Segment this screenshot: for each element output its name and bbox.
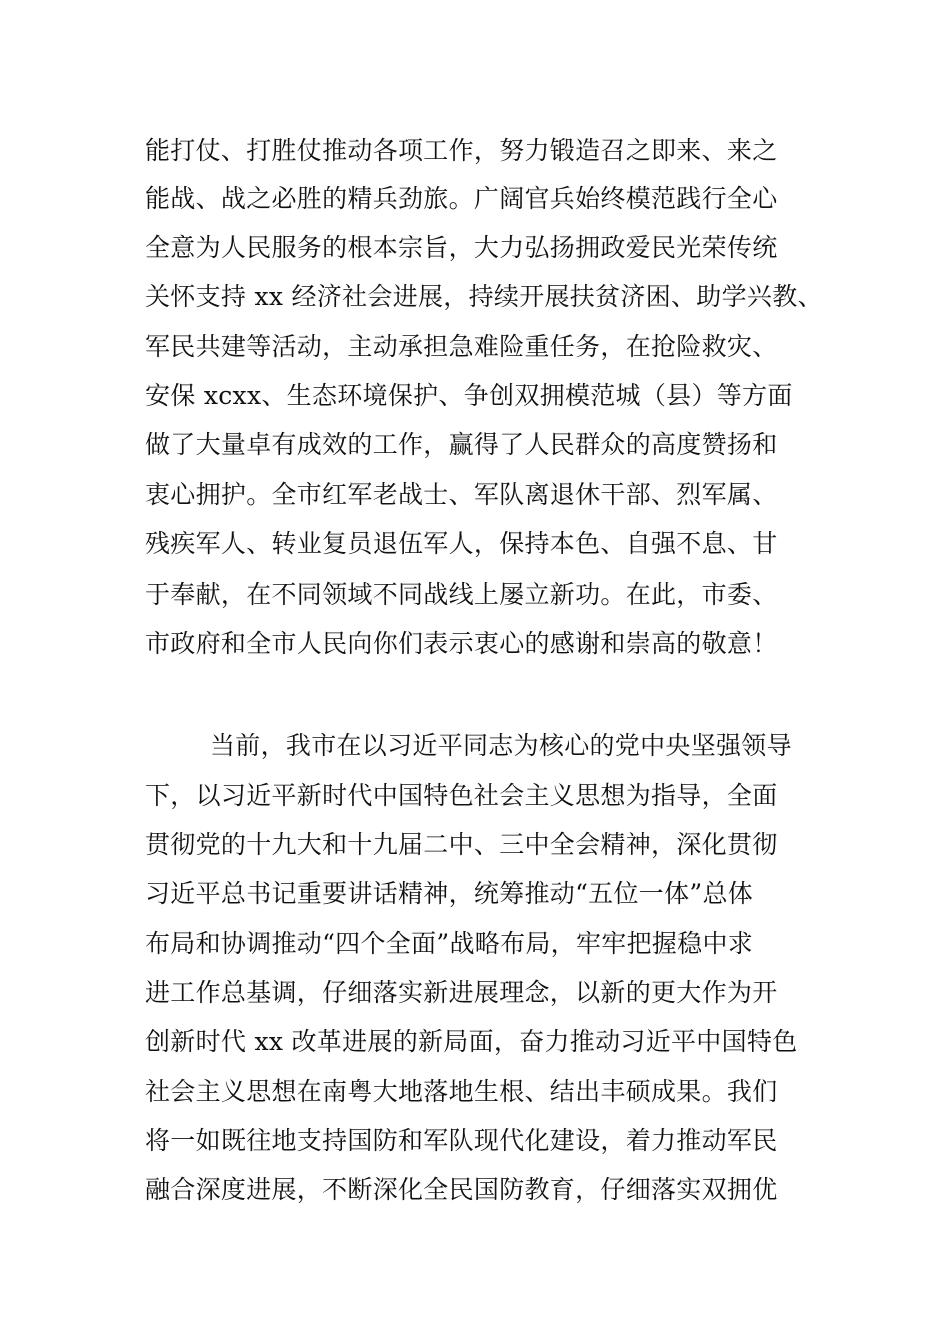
- text-line: 于奉献，在不同领域不同战线上屡立新功。在此，市委、: [145, 580, 778, 609]
- text-line: 军民共建等活动，主动承担急难险重任务，在抢险救灾、: [145, 332, 778, 361]
- text-line: 社会主义思想在南粤大地落地生根、结出丰硕成果。我们: [145, 1077, 778, 1106]
- text-line: 习近平总书记重要讲话精神，统筹推动“五位一体”总体: [145, 879, 754, 908]
- text-line: 衷心拥护。全市红军老战士、军队离退休干部、烈军属、: [145, 480, 778, 509]
- text-line: 市政府和全市人民向你们表示衷心的感谢和崇高的敬意！: [145, 629, 778, 658]
- text-line: 能打仗、打胜仗推动各项工作，努力锻造召之即来、来之: [145, 136, 778, 165]
- text-line: 贯彻党的十九大和十九届二中、三中全会精神，深化贯彻: [145, 830, 778, 859]
- text-line: 做了大量卓有成效的工作，赢得了人民群众的高度赞扬和: [145, 430, 778, 459]
- text-line: 残疾军人、转业复员退伍军人，保持本色、自强不息、甘: [145, 529, 778, 558]
- text-line: 下，以习近平新时代中国特色社会主义思想为指导，全面: [145, 781, 778, 810]
- text-line: 进工作总基调，仔细落实新进展理念，以新的更大作为开: [145, 978, 778, 1007]
- text-line: 布局和协调推动“四个全面”战略布局，牢牢把握稳中求: [145, 929, 754, 958]
- text-line: 关怀支持 xx 经济社会进展，持续开展扶贫济困、助学兴教、: [145, 282, 823, 311]
- text-line: 当前，我市在以习近平同志为核心的党中央坚强领导: [210, 731, 792, 760]
- text-line: 创新时代 xx 改革进展的新局面，奋力推动习近平中国特色: [145, 1027, 798, 1056]
- text-line: 融合深度进展，不断深化全民国防教育，仔细落实双拥优: [145, 1175, 778, 1204]
- text-line: 将一如既往地支持国防和军队现代化建设，着力推动军民: [145, 1126, 778, 1155]
- text-line: 能战、战之必胜的精兵劲旅。广阔官兵始终模范践行全心: [145, 184, 778, 213]
- text-line: 安保 xcxx、生态环境保护、争创双拥模范城（县）等方面: [145, 381, 793, 410]
- text-line: 全意为人民服务的根本宗旨，大力弘扬拥政爱民光荣传统: [145, 233, 778, 262]
